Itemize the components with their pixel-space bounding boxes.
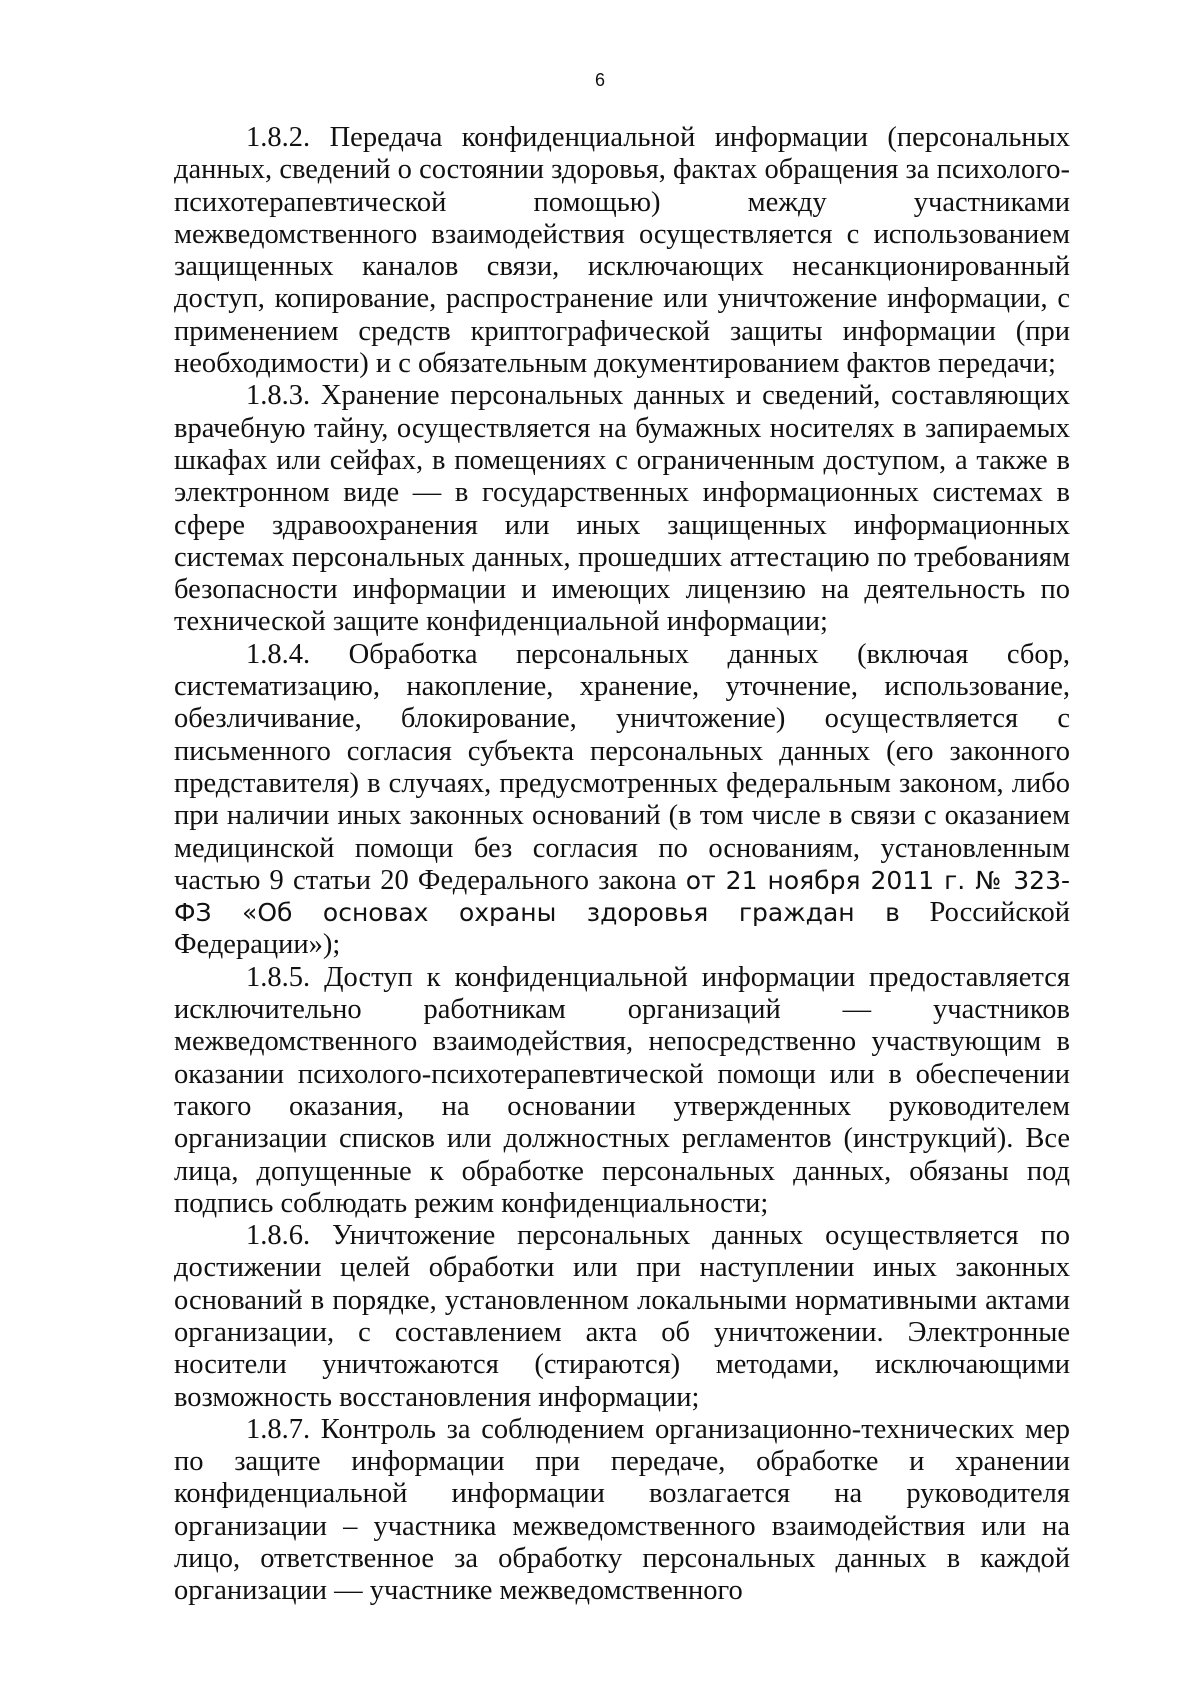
- paragraph-1-8-7: 1.8.7. Контроль за соблюдением организационно-технических мер по защите информации при передаче, обработке и хранении конфиденциальной информации возлагается на руководителя организации – участника межведомственного взаимодействия или на лицо, ответственное за обработку персональных данных в каждой организации — участнике межведомственного: [174, 1413, 1070, 1607]
- paragraph-1-8-4-law-reference: от 21 ноября 2011 г. № 323-ФЗ «Об основах охраны здоровья граждан в: [174, 865, 1070, 928]
- paragraph-1-8-4: [174, 639, 1070, 962]
- document-body: [174, 122, 1070, 1608]
- paragraph-1-8-3: 1.8.3. Хранение персональных данных и сведений, составляющих врачебную тайну, осуществляется на бумажных носителях в запираемых шкафах или сейфах, в помещениях с ограниченным доступом, а также в электронном виде — в государственных информационных системах в сфере здравоохранения или иных защищенных информационных системах персональных данных, прошедших аттестацию по требованиям безопасности информации и имеющих лицензию на деятельность по технической защите конфиденциальной информации;: [174, 380, 1070, 638]
- paragraph-1-8-2: 1.8.2. Передача конфиденциальной информации (персональных данных, сведений о состоянии здоровья, фактах обращения за психолого-психотерапевтической помощью) между участниками межведомственного взаимодействия осуществляется с использованием защищенных каналов связи, исключающих несанкционированный доступ, копирование, распространение или уничтожение информации, с применением средств криптографической защиты информации (при необходимости) и с обязательным документированием фактов передачи;: [174, 122, 1070, 380]
- page-number: 6: [594, 70, 605, 90]
- paragraph-1-8-4-end: Российской Федерации»);: [174, 897, 1070, 961]
- paragraph-1-8-6: 1.8.6. Уничтожение персональных данных осуществляется по достижении целей обработки или при наступлении иных законных оснований в порядке, установленном локальными нормативными актами организации, с составлением акта об уничтожении. Электронные носители уничтожаются (стираются) методами, исключающими возможность восстановления информации;: [174, 1220, 1070, 1413]
- paragraph-1-8-4-main: 1.8.4. Обработка персональных данных (включая сбор, систематизацию, накопление, хранение, уточнение, использование, обезличивание, блокирование, уничтожение) осуществляется с письменного согласия субъекта персональных данных (его законного представителя) в случаях, предусмотренных федеральным законом, либо при наличии иных законных оснований (в том числе в связи с оказанием медицинской помощи без согласия по основаниям, установленным частью 9 статьи 20 Федерального закона: [174, 638, 1070, 896]
- paragraph-1-8-5: 1.8.5. Доступ к конфиденциальной информации предоставляется исключительно работникам организаций — участников межведомственного взаимодействия, непосредственно участвующим в оказании психолого-психотерапевтической помощи или в обеспечении такого оказания, на основании утвержденных руководителем организации списков или должностных регламентов (инструкций). Все лица, допущенные к обработке персональных данных, обязаны под подпись соблюдать режим конфиденциальности;: [174, 961, 1070, 1219]
